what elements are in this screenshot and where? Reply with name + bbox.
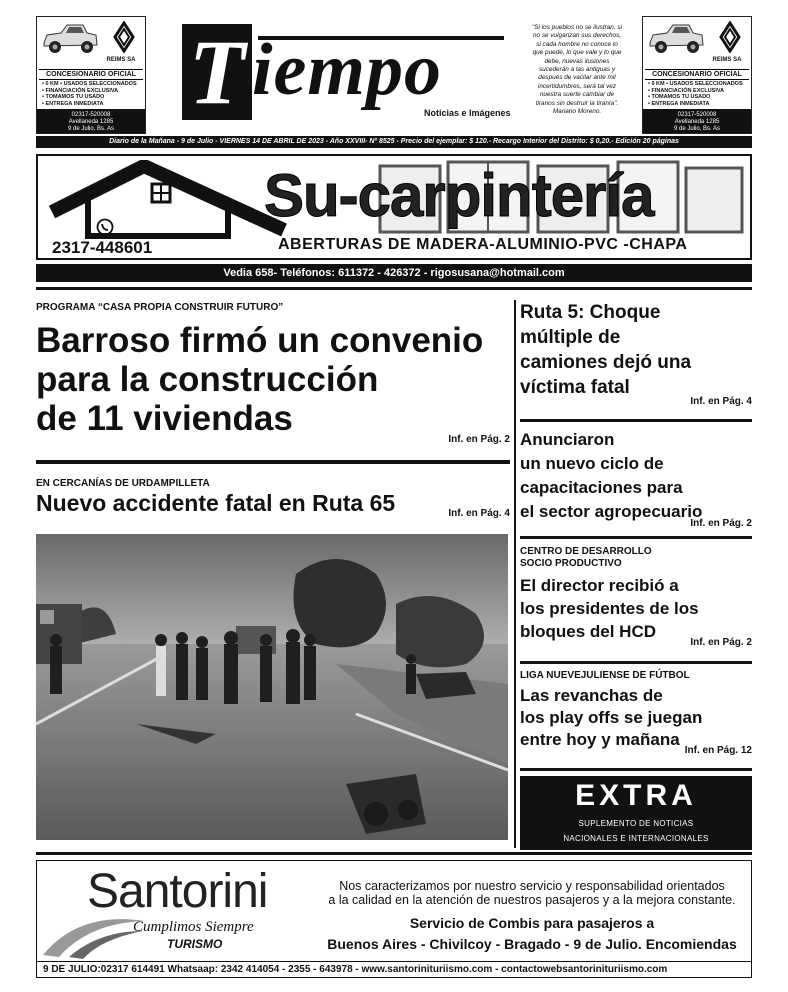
ad-title: CONCESIONARIO OFICIAL xyxy=(39,69,143,80)
ad-santorini[interactable] xyxy=(36,860,752,978)
santorini-services: Servicio de Combis para pasajeros a Buenos Aires - Chivilcoy - Bragado - 9 de Julio. Encomiendas xyxy=(327,915,737,952)
divider xyxy=(36,287,752,290)
ad-list xyxy=(42,81,137,107)
story-ref: Inf. en Pág. 2 xyxy=(448,434,510,445)
ad-list-item: • FINANCIACIÓN EXCLUSIVA xyxy=(42,87,119,94)
ad-list-item: • ENTREGA INMEDIATA xyxy=(648,100,710,107)
divider xyxy=(36,460,510,464)
story-ref: Inf. en Pág. 2 xyxy=(690,637,752,648)
ad-footer xyxy=(643,109,751,133)
story-director[interactable] xyxy=(520,546,752,648)
ad-footer-address: Avellaneda 1285 xyxy=(68,119,114,125)
banner-contact: Vedia 658- Teléfonos: 611372 - 426372 - rigosusana@hotmail.com xyxy=(36,264,752,282)
ad-title: CONCESIONARIO OFICIAL xyxy=(645,69,749,80)
ad-footer-phone: 02317-520008 xyxy=(71,112,111,118)
masthead-logo-rest: iempo xyxy=(252,29,442,111)
extra-title: EXTRA xyxy=(575,779,697,812)
ad-list xyxy=(648,81,743,107)
divider xyxy=(520,536,752,539)
ad-list-item: • ENTREGA INMEDIATA xyxy=(42,100,104,107)
ad-footer-city: 9 de Julio, Bs. As xyxy=(673,126,721,132)
santorini-turismo: TURISMO xyxy=(167,937,223,951)
ad-footer-address: Avellaneda 1285 xyxy=(674,119,720,125)
masthead-quote: "Si los pueblos no se ilustran, si no se vulgarizan sus derechos, si cada hombre no conoce lo que puede, lo que vale y lo que debe, nuevas ilusiones sucederán a las antiguas y después de vacilar ante mil incertidumbres, será tal vez nuestra suerte cambiar de tiranos sin destruir la tiranía". Mariano Moreno. xyxy=(532,24,623,116)
story-ref: Inf. en Pág. 12 xyxy=(684,745,752,756)
divider xyxy=(520,661,752,664)
story-ref: Inf. en Pág. 4 xyxy=(448,508,510,519)
banner-phone: 2317-448601 xyxy=(52,238,153,257)
story-headline: Nuevo accidente fatal en Ruta 65 xyxy=(36,490,396,516)
masthead-logo-t: T xyxy=(182,24,252,120)
ad-footer-city: 9 de Julio, Bs. As xyxy=(67,126,115,132)
ad-brand: REIMS SA xyxy=(712,57,742,63)
masthead-subtitle: Noticias e Imágenes xyxy=(424,108,511,118)
story-headline: El director recibió a los presidentes de los bloques del HCD xyxy=(520,576,699,641)
story-capacitaciones[interactable] xyxy=(520,428,752,529)
ad-list-item: • TOMAMOS TU USADO xyxy=(42,94,105,100)
renault-logo-icon xyxy=(111,21,137,53)
banner-title: Su-carpintería xyxy=(264,162,654,229)
ad-list-item: • FINANCIACIÓN EXCLUSIVA xyxy=(648,87,725,94)
story-accident[interactable] xyxy=(36,478,510,519)
story-ruta5[interactable] xyxy=(520,300,752,407)
accident-photo xyxy=(36,534,508,840)
dateline: Diario de la Mañana - 9 de Julio - VIERNES 14 DE ABRIL DE 2023 - Año XXVIII- Nº 8525 - Precio del ejemplar: $ 120.- Recargo Interior del Distrito: $ 0,20.- Edición 20 páginas xyxy=(36,136,752,148)
santorini-logo: Santorini xyxy=(87,865,268,918)
pickup-truck-icon xyxy=(41,21,99,57)
ad-list-item: • TOMAMOS TU USADO xyxy=(648,94,711,100)
ad-footer xyxy=(37,109,145,133)
extra-line: NACIONALES E INTERNACIONALES xyxy=(563,834,709,843)
banner-subtitle: ABERTURAS DE MADERA-ALUMINIO-PVC -CHAPA xyxy=(278,236,688,253)
pickup-truck-icon xyxy=(647,21,705,57)
story-main[interactable] xyxy=(36,302,510,445)
renault-logo-icon xyxy=(717,21,743,53)
extra-line: SUPLEMENTO DE NOTICIAS xyxy=(578,819,694,828)
divider xyxy=(36,852,752,855)
ad-brand: REIMS SA xyxy=(106,57,136,63)
story-headline: Ruta 5: Choque múltiple de camiones dejó una víctima fatal xyxy=(520,302,692,398)
santorini-tagline: Cumplimos Siempre xyxy=(133,919,254,935)
house-roof-icon xyxy=(48,160,288,240)
santorini-description: Nos caracterizamos por nuestro servicio y responsabilidad orientados a la calidad en la atención de nuestros pasajeros y a la mejora constante. xyxy=(328,879,736,907)
story-headline: Barroso firmó un convenio para la construcción de 11 viviendas xyxy=(36,321,484,438)
story-headline: Anunciaron un nuevo ciclo de capacitaciones para el sector agropecuario xyxy=(520,430,703,521)
divider xyxy=(520,768,752,771)
santorini-contact: 9 DE JULIO:02317 614491 Whatsaap: 2342 414054 - 2355 - 643978 - www.santorinituriismo.com - contactowebsantorinituriismo.com xyxy=(37,961,751,977)
divider xyxy=(520,419,752,422)
column-divider xyxy=(514,300,516,848)
story-kicker: CENTRO DE DESARROLLO SOCIO PRODUCTIVO xyxy=(520,546,652,569)
ad-reims-left[interactable] xyxy=(36,16,146,134)
ad-list-item: • 0 KM • USADOS SELECCIONADOS xyxy=(42,81,137,87)
extra-supplement-box[interactable] xyxy=(520,776,752,850)
story-liga[interactable] xyxy=(520,670,752,756)
story-kicker: PROGRAMA “CASA PROPIA CONSTRUIR FUTURO” xyxy=(36,302,284,313)
ad-su-carpinteria[interactable] xyxy=(36,154,752,260)
story-kicker: LIGA NUEVEJULIENSE DE FÚTBOL xyxy=(520,670,690,681)
story-kicker: EN CERCANÍAS DE URDAMPILLETA xyxy=(36,478,210,489)
ad-list-item: • 0 KM • USADOS SELECCIONADOS xyxy=(648,81,743,87)
story-ref: Inf. en Pág. 2 xyxy=(690,518,752,529)
whatsapp-icon xyxy=(96,218,114,236)
ad-footer-phone: 02317-520008 xyxy=(677,112,717,118)
story-ref: Inf. en Pág. 4 xyxy=(690,396,752,407)
story-headline: Las revanchas de los play offs se juegan entre hoy y mañana xyxy=(520,686,703,749)
ad-reims-right[interactable] xyxy=(642,16,752,134)
